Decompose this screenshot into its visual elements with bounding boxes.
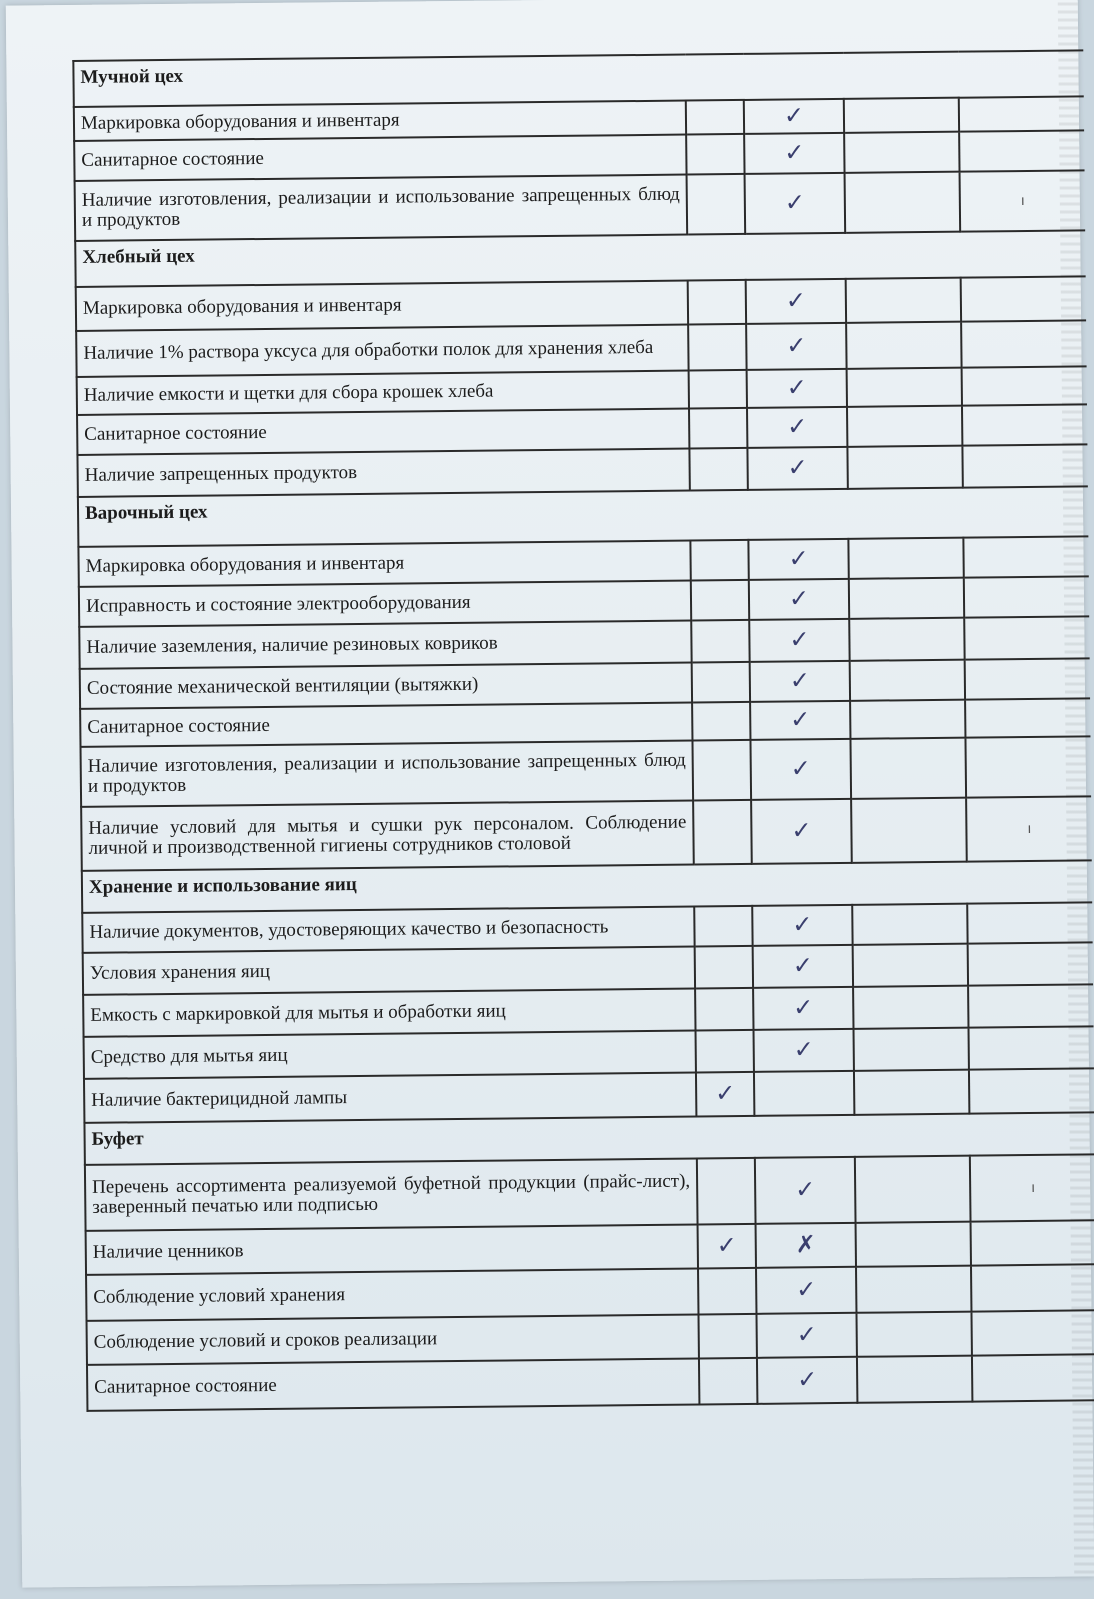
mark-col-1	[694, 906, 752, 947]
mark-col-1: ✓	[698, 1224, 756, 1269]
mark-col-1: ✓	[696, 1072, 754, 1117]
mark-col-2: ✓	[750, 739, 851, 800]
table-row	[81, 736, 1092, 807]
mark-col-2: ✓	[747, 447, 847, 490]
mark-col-2: ✓	[747, 407, 847, 448]
mark-col-3	[856, 1266, 971, 1313]
row-label: Средство для мытья яиц	[84, 1030, 696, 1078]
mark-col-2: ✓	[756, 1313, 856, 1358]
mark-col-3	[850, 660, 965, 701]
mark-col-1	[686, 134, 744, 175]
row-label: Соблюдение условий и сроков реализации	[87, 1314, 699, 1364]
mark-col-1	[691, 580, 749, 621]
mark-col-1	[692, 702, 750, 741]
row-label: Наличие запрещенных продуктов	[77, 449, 689, 497]
row-label: Наличие 1% раствора уксуса для обработки полок для хранения хлеба	[76, 325, 688, 377]
table-row	[75, 170, 1086, 241]
row-label: Наличие документов, удостоверяющих качество и безопасность	[82, 906, 694, 952]
mark-col-2: ✓	[754, 1029, 854, 1072]
mark-col-1	[691, 620, 749, 663]
row-label: Наличие изготовления, реализации и использование запрещенных блюд и продуктов	[81, 741, 694, 807]
mark-col-1	[697, 1158, 756, 1225]
mark-col-1	[698, 1268, 756, 1315]
mark-col-2: ✓	[747, 369, 847, 408]
mark-col-3	[854, 1070, 969, 1115]
mark-col-1	[693, 800, 752, 865]
mark-col-3	[850, 700, 965, 739]
mark-col-3	[844, 98, 959, 133]
mark-col-2: ✓	[753, 987, 853, 1030]
mark-col-2: ✓	[744, 99, 844, 134]
section-title: Буфет	[84, 1112, 1094, 1165]
table-row	[81, 796, 1092, 871]
mark-col-2: ✓	[748, 539, 848, 580]
row-label: Наличие емкости и щетки для сбора крошек хлеба	[77, 371, 689, 415]
mark-col-4: ı	[960, 170, 1086, 231]
row-label: Санитарное состояние	[87, 1358, 699, 1410]
mark-col-4: ı	[966, 796, 1092, 861]
mark-col-3	[846, 278, 961, 323]
mark-col-1	[695, 946, 753, 989]
mark-col-3	[846, 322, 961, 369]
mark-col-1	[687, 174, 746, 235]
row-label: Соблюдение условий хранения	[86, 1268, 698, 1320]
mark-col-3	[851, 798, 967, 863]
mark-col-1	[686, 100, 744, 135]
mark-col-2: ✓	[752, 905, 852, 946]
section-title: Варочный цех	[78, 486, 1088, 547]
mark-col-3	[853, 986, 968, 1029]
mark-col-4: ı	[970, 1154, 1094, 1221]
mark-col-3	[844, 132, 959, 173]
mark-col-2: ✓	[744, 133, 844, 174]
inspection-checklist-table	[72, 49, 1094, 1412]
mark-col-3	[856, 1222, 971, 1267]
mark-col-2: ✓	[751, 799, 852, 864]
row-label: Состояние механической вентиляции (вытяжки)	[80, 663, 692, 709]
mark-col-1	[689, 448, 747, 491]
row-label: Санитарное состояние	[77, 409, 689, 455]
row-label: Маркировка оборудования и инвентаря	[78, 541, 690, 587]
mark-col-2: ✓	[755, 1157, 856, 1224]
row-label: Условия хранения яиц	[83, 946, 695, 994]
mark-col-2: ✓	[750, 701, 850, 740]
mark-col-3	[848, 538, 963, 579]
section-title: Хранение и использование яиц	[82, 860, 1092, 913]
mark-col-3	[854, 1028, 969, 1071]
mark-col-3	[845, 172, 961, 233]
section-title: Мучной цех	[73, 50, 1083, 107]
mark-col-1	[689, 370, 747, 409]
row-label: Наличие ценников	[86, 1224, 698, 1274]
row-label: Санитарное состояние	[74, 135, 686, 181]
mark-col-2: ✓	[753, 945, 853, 988]
mark-col-1	[692, 740, 751, 801]
row-label: Перечень ассортимента реализуемой буфетной продукции (прайс-лист), заверенный печатью или подписью	[85, 1158, 698, 1230]
mark-col-3	[847, 406, 962, 447]
mark-col-1	[690, 540, 748, 581]
row-label: Санитарное состояние	[80, 703, 692, 747]
mark-col-2: ✓	[746, 323, 846, 370]
row-label: Емкость с маркировкой для мытья и обработки яиц	[83, 988, 695, 1036]
table-row	[85, 1154, 1094, 1231]
mark-col-2: ✓	[745, 173, 846, 234]
mark-col-1	[696, 1030, 754, 1073]
row-label: Наличие условий для мытья и сушки рук персоналом. Соблюдение личной и производственной гигиены сотрудников столовой	[81, 801, 694, 871]
row-label: Маркировка оборудования и инвентаря	[74, 101, 686, 141]
mark-col-1	[692, 662, 750, 703]
mark-col-3	[856, 1312, 971, 1357]
table-row	[87, 1354, 1094, 1411]
mark-col-2: ✓	[757, 1357, 857, 1404]
mark-col-1	[689, 408, 747, 449]
mark-col-2: ✓	[749, 579, 849, 620]
mark-col-3	[849, 618, 964, 661]
mark-col-3	[850, 738, 966, 799]
mark-col-2	[754, 1071, 854, 1116]
mark-col-1	[699, 1358, 757, 1405]
mark-col-2: ✓	[746, 279, 846, 324]
mark-col-3	[849, 578, 964, 619]
section-title: Хлебный цех	[75, 230, 1085, 287]
row-label: Наличие заземления, наличие резиновых ковриков	[79, 621, 691, 669]
mark-col-2: ✗	[756, 1223, 856, 1268]
mark-col-3	[857, 1356, 972, 1403]
mark-col-1	[688, 324, 746, 371]
mark-col-1	[698, 1314, 756, 1359]
row-label: Наличие бактерицидной лампы	[84, 1072, 696, 1122]
mark-col-1	[695, 988, 753, 1031]
document-page	[6, 0, 1094, 1588]
mark-col-3	[852, 904, 967, 945]
row-label: Наличие изготовления, реализации и использование запрещенных блюд и продуктов	[75, 175, 688, 241]
mark-col-2: ✓	[749, 619, 849, 662]
mark-col-3	[855, 1156, 971, 1223]
row-label: Маркировка оборудования и инвентаря	[76, 281, 688, 331]
mark-col-2: ✓	[750, 661, 850, 702]
mark-col-3	[847, 446, 962, 489]
mark-col-3	[847, 368, 962, 407]
mark-col-3	[853, 944, 968, 987]
mark-col-1	[688, 280, 746, 325]
mark-col-2: ✓	[756, 1267, 856, 1314]
row-label: Исправность и состояние электрооборудования	[79, 581, 691, 627]
